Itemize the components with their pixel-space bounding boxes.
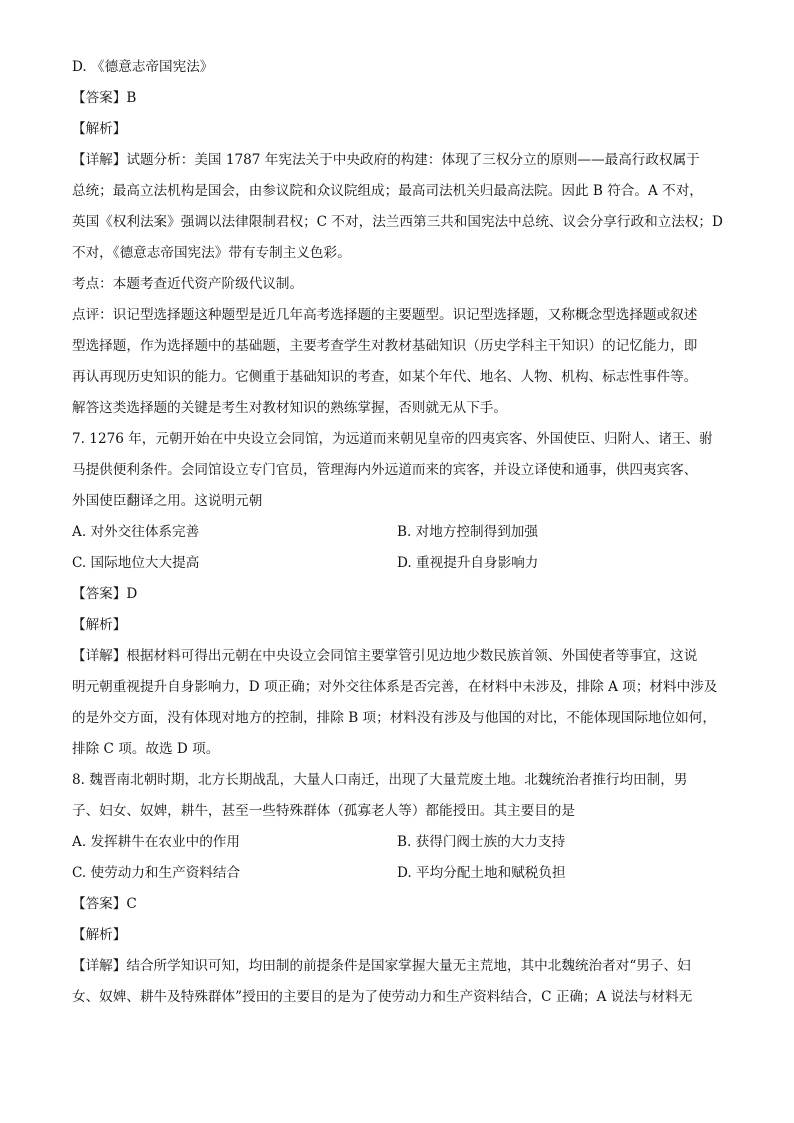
q7-detail-line: 明元朝重视提升自身影响力，D 项正确；对外交往体系是否完善，在材料中未涉及，排除 A 项；材料中涉及 bbox=[72, 679, 718, 695]
q6-detail-line: 总统；最高立法机构是国会，由参议院和众议院组成；最高司法机关归最高法院。因此 B 符合。A 不对， bbox=[72, 183, 703, 199]
q7-stem-line: 7. 1276 年，元朝开始在中央设立会同馆，为远道而来朝见皇帝的四夷宾客、外国使臣、归附人、诸王、驸 bbox=[72, 431, 713, 447]
q6-dianping-line: 解答这类选择题的关键是考生对教材知识的熟练掌握，否则就无从下手。 bbox=[72, 400, 507, 416]
q7-option-c: C. 国际地位大大提高 bbox=[72, 555, 200, 571]
q7-detail-line: 排除 C 项。故选 D 项。 bbox=[72, 741, 220, 757]
q6-dianping-line: 再认再现历史知识的能力。它侧重于基础知识的考查，如某个年代、地名、人物、机构、标志性事件等。 bbox=[72, 369, 698, 385]
q6-detail-line: 不对，《德意志帝国宪法》带有专制主义色彩。 bbox=[72, 245, 351, 261]
q8-option-b: B. 获得门阀士族的大力支持 bbox=[397, 834, 566, 850]
q7-detail-line: 的是外交方面，没有体现对地方的控制，排除 B 项；材料没有涉及与他国的对比，不能体现国际地位如何， bbox=[72, 710, 716, 726]
q6-dianping-line: 型选择题，作为选择题中的基础题，主要考查学生对教材基础知识（历史学科主干知识）的记忆能力，即 bbox=[72, 338, 698, 354]
q7-option-a: A. 对外交往体系完善 bbox=[72, 524, 200, 540]
q6-kaodian: 考点：本题考查近代资产阶级代议制。 bbox=[72, 276, 304, 292]
q8-option-a: A. 发挥耕牛在农业中的作用 bbox=[72, 834, 240, 850]
q8-options-row-2 bbox=[72, 858, 722, 889]
q7-stem-line: 外国使臣翻译之用。这说明元朝 bbox=[72, 493, 263, 509]
q7-analysis-heading: 【解析】 bbox=[72, 617, 127, 633]
q8-option-c: C. 使劳动力和生产资料结合 bbox=[72, 865, 241, 881]
q6-option-d: D. 《德意志帝国宪法》 bbox=[72, 59, 214, 75]
q8-option-d: D. 平均分配土地和赋税负担 bbox=[397, 865, 566, 881]
q8-analysis-heading: 【解析】 bbox=[72, 927, 127, 943]
q6-analysis-heading: 【解析】 bbox=[72, 121, 127, 137]
q6-answer: 【答案】B bbox=[72, 90, 137, 106]
q8-detail-line: 女、奴婢、耕牛及特殊群体”授田的主要目的是为了使劳动力和生产资料结合，C 正确；A 说法与材料无 bbox=[72, 989, 693, 1005]
q7-options-row-1 bbox=[72, 517, 722, 548]
q7-stem-line: 马提供便利条件。会同馆设立专门官员，管理海内外远道而来的宾客，并设立译使和通事，供四夷宾客、 bbox=[72, 462, 698, 478]
q6-dianping-line: 点评：识记型选择题这种题型是近几年高考选择题的主要题型。识记型选择题，又称概念型选择题或叙述 bbox=[72, 307, 698, 323]
q7-option-d: D. 重视提升自身影响力 bbox=[397, 555, 539, 571]
q7-option-b: B. 对地方控制得到加强 bbox=[397, 524, 538, 540]
q6-detail-line: 【详解】试题分析：美国 1787 年宪法关于中央政府的构建：体现了三权分立的原则——最高行政权属于 bbox=[72, 152, 700, 168]
q8-stem-line: 8. 魏晋南北朝时期，北方长期战乱，大量人口南迁，出现了大量荒废土地。北魏统治者推行均田制，男 bbox=[72, 772, 688, 788]
q8-options-row-1 bbox=[72, 827, 722, 858]
q7-answer: 【答案】D bbox=[72, 586, 138, 602]
document-page bbox=[72, 52, 722, 1013]
q8-stem-line: 子、妇女、奴婢，耕牛，甚至一些特殊群体（孤寡老人等）都能授田。其主要目的是 bbox=[72, 803, 575, 819]
q7-detail-line: 【详解】根据材料可得出元朝在中央设立会同馆主要掌管引见边地少数民族首领、外国使者等事宜，这说 bbox=[72, 648, 698, 664]
q8-answer: 【答案】C bbox=[72, 896, 137, 912]
q8-detail-line: 【详解】结合所学知识可知，均田制的前提条件是国家掌握大量无主荒地，其中北魏统治者对“男子、妇 bbox=[72, 958, 691, 974]
q7-options-row-2 bbox=[72, 548, 722, 579]
q6-detail-line: 英国《权利法案》强调以法律限制君权；C 不对，法兰西第三共和国宪法中总统、议会分享行政和立法权；D bbox=[72, 214, 723, 230]
